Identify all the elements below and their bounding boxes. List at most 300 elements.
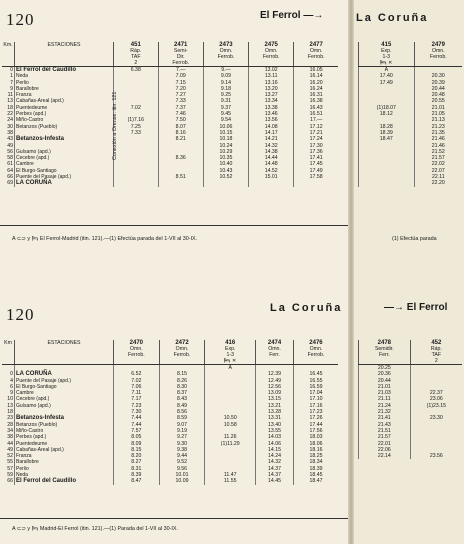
time-cell: 21.05 [414,111,462,117]
arrow-right-icon: —→ [384,302,404,313]
time-cell: 14.37 [256,466,294,472]
time-cell: 7.20 [158,86,203,92]
time-cell: 9.44 [159,453,205,459]
time-cell: 7.33 [158,98,203,104]
km-cell: 34 [7,427,13,434]
time-cell: 22.14 [359,453,411,459]
station-cell: Perbes (apd.) [15,434,114,440]
station-cell: El Burgo-Santiago [15,168,114,174]
station-cell: Puentedeume [15,105,114,111]
time-cell: 8.39 [114,472,160,478]
time-cell: 20.39 [414,80,462,86]
train-type: 🛏 ✕ [224,358,237,364]
time-cell: 21.43 [359,422,411,428]
time-cell: 8.36 [158,155,203,161]
time-cell [256,365,294,372]
time-cell: 14.15 [256,447,294,453]
time-cell: 16.43 [294,105,338,111]
time-cell: 18.47 [293,478,338,484]
time-cell: 23.30 [410,415,462,421]
time-cell: 20.25 [359,365,411,371]
time-cell [359,180,415,186]
km-cell: 43 [7,136,13,143]
time-cell: 17.58 [294,174,338,180]
km-cell: 18 [7,104,13,111]
train-type: 2 [134,60,138,66]
time-cell: 7.06 [114,384,160,390]
train-type: Ferrob. [307,54,325,60]
station-cell: El Ferrol del Caudillo [15,478,114,484]
time-cell: 7.17 [114,396,160,402]
time-cell: 7.44 [114,422,160,428]
stations-header: ESTACIONES [15,340,114,365]
station-cell: Miño-Castro [15,428,114,434]
time-cell: 13.38 [249,105,294,111]
station-cell: Puente del Pasaje (apd.) [15,174,114,180]
km-header: Km. [2,42,15,67]
time-cell: 14.37 [256,472,294,478]
time-cell: 8.26 [159,378,205,384]
train-number: 2475 [264,42,278,48]
time-cell: 17.45 [294,161,338,167]
destination-left-top: El Ferrol —→ [260,10,324,21]
time-cell: 7.27 [158,92,203,98]
time-cell: 17.21 [294,130,338,136]
train-type: Ferrob. [172,60,190,66]
station-cell: Guísamo (apd.) [15,403,114,409]
time-cell: 17.24 [294,136,338,142]
train-type: Ferrob. [173,352,191,358]
time-cell: 16.38 [294,98,338,104]
time-cell: 10.50 [205,415,256,421]
time-cell: 8.15 [114,447,160,453]
time-cell: 10.35 [203,155,248,161]
time-cell: (1)7.16 [114,117,159,123]
km-cell: 6 [10,383,13,390]
time-cell: 21.51 [359,428,411,434]
station-cell: Cambre [15,390,114,396]
time-cell: 21.13 [414,117,462,123]
time-cell: 9.— [203,67,248,74]
time-cell: 16.45 [293,371,338,377]
km-cell: 57 [7,465,13,472]
time-cell: 18.12 [359,111,415,117]
time-cell: 16.05 [294,67,338,74]
train-type: Ferr. [378,352,390,358]
train-type: Omn. [129,346,143,352]
time-cell: 21.32 [359,409,411,415]
time-cell: 8.47 [114,478,160,484]
km-cell: 61 [7,161,13,168]
page-gutter [348,0,354,544]
table-row [2,478,338,484]
time-cell [203,180,248,186]
time-cell: 16.14 [294,73,338,79]
time-cell: 7.33 [114,130,159,136]
table-row [359,67,463,74]
time-cell: 16.59 [293,384,338,390]
time-cell: 8.20 [114,453,160,459]
time-cell: 11.55 [205,478,256,484]
time-cell: 13.34 [249,98,294,104]
destination-right-bottom: —→ El Ferrol [384,302,448,313]
train-number: 416 [225,340,236,346]
km-cell: 13 [7,98,13,105]
time-cell: 17.49 [359,80,415,86]
km-cell: 22 [7,111,13,118]
train-header [294,42,338,67]
time-cell: 18.34 [293,459,338,465]
train-type: Omn. [219,48,233,54]
train-header [410,340,462,365]
time-cell: 13.55 [256,428,294,434]
header-row [2,42,338,67]
time-cell: 14.03 [256,434,294,440]
time-cell: 7.15 [158,80,203,86]
train-number: 452 [431,340,442,346]
km-cell: 56 [7,148,13,155]
time-cell: 7.46 [158,111,203,117]
station-cell: Betanzos (Pueblo) [15,124,114,130]
time-cell: 22.37 [410,390,462,396]
time-cell: 13.16 [249,80,294,86]
train-type: Ráp. [430,346,442,352]
time-cell: 13.56 [249,117,294,123]
station-cell: Puente del Pasaje (apd.) [15,378,114,384]
time-cell: 7.23 [114,403,160,409]
time-cell: 18.39 [293,466,338,472]
train-header [158,42,203,67]
time-cell: 13.31 [256,415,294,421]
km-cell: 44 [7,440,13,447]
train-type: 🛏 ✕ [380,60,393,66]
km-cell: 23 [7,415,13,422]
time-cell: 18.28 [359,124,415,130]
time-cell: 12.49 [256,378,294,384]
train-type: Ferrob. [127,352,145,358]
time-cell: 10.15 [203,130,248,136]
time-cell: 13.21 [256,403,294,409]
time-cell: 12.56 [256,384,294,390]
time-cell: 7.37 [158,105,203,111]
time-cell: 8.27 [114,459,160,465]
time-cell: 17.30 [294,143,338,149]
km-cell: 28 [7,421,13,428]
station-cell: Perlio [15,80,114,86]
train-number: 2471 [174,42,188,48]
time-cell: 8.30 [159,384,205,390]
station-cell: Neda [15,73,114,79]
time-cell: 10.18 [203,136,248,142]
train-type: Omn. [309,48,323,54]
divider-bottom [0,518,348,519]
time-cell: 16.24 [294,86,338,92]
time-cell: 18.16 [293,447,338,453]
time-cell: 20.44 [359,378,411,384]
time-cell: 22.11 [414,174,462,180]
timetable-top-right [358,42,462,187]
station-cell: Franza [15,92,114,98]
time-cell: 9.30 [159,441,205,447]
train-type: Omn. [431,48,445,54]
time-cell: 10.52 [203,174,248,180]
km-cell: 30 [7,123,13,130]
time-cell: 9.52 [159,459,205,465]
km-cell: 58 [7,155,13,162]
timetable-bottom-right [358,340,462,459]
station-cell: Barallobre [15,86,114,92]
train-header [205,340,256,365]
train-header [114,42,159,67]
time-cell: 21.52 [414,149,462,155]
time-cell: 9.25 [203,92,248,98]
timetable-bottom [2,340,338,485]
timetable-top [2,42,338,187]
time-cell: 21.01 [359,384,411,390]
train-header [359,340,411,365]
station-cell: Betanzos-Infesta [15,415,114,421]
time-cell: 16.55 [293,378,338,384]
station-cell: Puentedeume [15,441,114,447]
time-cell: 13.20 [249,86,294,92]
time-cell: 13.40 [256,422,294,428]
time-cell: 8.21 [158,136,203,142]
train-number: 2478 [377,340,391,346]
train-number: 2479 [431,42,445,48]
time-cell: 14.21 [249,136,294,142]
time-cell: 13.46 [249,111,294,117]
time-cell: 8.59 [159,415,205,421]
time-cell: 10.06 [203,124,248,130]
train-number: 2470 [129,340,144,346]
km-cell: 49 [7,446,13,453]
time-cell: 7.25 [114,124,159,130]
train-type: Dir. [176,54,185,60]
train-type: Omn. [268,346,281,352]
time-cell: 21.01 [414,105,462,111]
time-cell [293,365,338,372]
header-row [2,340,338,365]
time-cell: 18.06 [293,441,338,447]
time-cell: 9.18 [203,86,248,92]
time-cell: 9.56 [159,466,205,472]
time-cell: 21.03 [359,390,411,396]
station-cell: Cecebre (apd.) [15,155,114,161]
time-cell: 17.26 [293,415,338,421]
time-cell: 10.58 [205,422,256,428]
station-cell: Betanzos (Pueblo) [15,422,114,428]
time-cell: 17.04 [293,390,338,396]
train-type: Exp. [225,346,236,352]
time-cell: 17.36 [294,149,338,155]
train-number: 415 [381,42,392,48]
train-type: Ferrob. [307,352,325,358]
time-cell: 14.44 [249,155,294,161]
km-cell: 66 [7,478,13,485]
time-cell: 10.01 [159,472,205,478]
station-cell: LA CORUÑA [15,371,114,377]
km-cell: 10 [7,396,13,403]
time-cell: 10.24 [203,143,248,149]
time-cell: (1)23.15 [410,403,462,409]
time-cell: 20.44 [414,86,462,92]
km-cell: 0 [10,67,13,73]
time-cell: 7.44 [114,415,160,421]
km-cell: 55 [7,459,13,466]
time-cell [114,365,160,372]
time-cell: 8.49 [159,403,205,409]
time-cell: 8.15 [159,371,205,377]
time-cell: (1)11.29 [205,441,256,447]
time-cell: 7.09 [158,73,203,79]
time-cell: 20.36 [359,371,411,377]
time-cell: 13.27 [249,92,294,98]
time-cell: 10.43 [203,168,248,174]
km-cell: 4 [10,377,13,384]
time-cell: A [205,365,256,372]
time-cell: 8.16 [158,130,203,136]
time-cell: 7.02 [114,378,160,384]
station-cell: Barallobre [15,459,114,465]
destination-left-bottom: La Coruña [270,302,343,314]
km-cell: 7 [10,79,13,86]
train-header [256,340,294,365]
km-cell: 59 [7,472,13,479]
time-cell: 9.31 [203,98,248,104]
time-cell [158,180,203,186]
train-type: Semidir. [374,346,394,352]
time-cell: 11.47 [205,472,256,478]
time-cell: 11.26 [205,434,256,440]
train-type: Omn. [309,346,323,352]
train-type: Ferrob. [262,54,280,60]
time-cell: 20.48 [414,92,462,98]
time-cell: 21.41 [359,415,411,421]
time-cell: 18.45 [293,472,338,478]
time-cell: 18.39 [359,130,415,136]
train-number: 2473 [219,42,233,48]
station-cell: El Burgo-Santiago [15,384,114,390]
train-type: 2 [434,358,438,364]
time-cell: 8.31 [114,466,160,472]
time-cell: 23.06 [410,396,462,402]
time-cell: 17.40 [359,73,415,79]
time-cell: 21.24 [359,403,411,409]
time-cell: 18.03 [293,434,338,440]
train-type: Omn. [264,48,278,54]
table-row [2,180,338,186]
time-cell: 21.23 [414,124,462,130]
train-number: 2472 [175,340,189,346]
station-cell: Betanzos-Infesta [15,136,114,142]
time-cell: 22.20 [414,180,462,186]
time-cell: 9.37 [203,105,248,111]
time-cell [159,365,205,372]
header-row [359,42,463,67]
train-type: Exp. [381,48,392,54]
page-number-bottom: 120 [6,305,35,324]
train-type: Ferrob. [429,54,447,60]
time-cell [414,67,462,74]
time-cell: 23.56 [410,453,462,459]
time-cell: 8.07 [158,124,203,130]
page-number-top: 120 [6,10,35,29]
arrow-right-icon: —→ [303,10,324,21]
km-cell: 0 [10,371,13,378]
time-cell: 17.49 [294,168,338,174]
time-cell: 10.40 [203,161,248,167]
train-type: Semi- [173,48,188,54]
station-cell: Cecebre (apd.) [15,396,114,402]
time-cell: 13.09 [256,390,294,396]
header-row [359,340,463,365]
time-cell: 17.41 [294,155,338,161]
time-cell: 21.57 [359,434,411,440]
station-cell: Cabañas-Areal (apd.) [15,98,114,104]
time-cell [249,180,294,186]
time-cell: 8.43 [159,396,205,402]
time-cell: 14.24 [256,453,294,459]
time-cell: 9.27 [159,434,205,440]
train-header [203,42,248,67]
km-cell: 38 [7,434,13,441]
km-cell: 11 [7,92,13,99]
time-cell: 14.48 [249,161,294,167]
table-row [359,453,463,459]
time-cell: 13.11 [249,73,294,79]
train-header [293,340,338,365]
km-cell: 52 [7,453,13,460]
train-type: Ráp. [130,48,142,54]
time-cell: 17.23 [293,409,338,415]
time-cell: 14.17 [249,130,294,136]
station-cell: LA CORUÑA [15,180,114,186]
time-cell: 8.51 [158,174,203,180]
time-cell: 16.31 [294,92,338,98]
time-cell: (1)18.07 [359,105,415,111]
time-cell: 7.11 [114,390,160,396]
time-cell: 18.25 [293,453,338,459]
time-cell: 21.46 [414,143,462,149]
time-cell: 7.— [158,67,203,74]
footnote-top-right: (1) Efectúa parada [392,236,437,242]
time-cell: 6.38 [114,67,159,74]
time-cell: 9.45 [203,111,248,117]
time-cell: 9.14 [203,80,248,86]
train-type: TAF [431,352,442,358]
train-type: 1-3 [382,54,391,60]
time-cell: 13.02 [249,67,294,74]
train-number: 2477 [309,42,323,48]
time-cell: 22.01 [359,441,411,447]
km-cell: 66 [7,174,13,181]
train-header [249,42,294,67]
table-row [2,67,338,74]
time-cell: 21.11 [359,396,411,402]
time-cell: 22.02 [414,161,462,167]
km-cell: 1 [10,73,13,80]
km-cell: 24 [7,117,13,124]
time-cell: 14.32 [256,459,294,465]
train-header [114,340,160,365]
time-cell: 9.09 [203,73,248,79]
time-cell: 7.02 [114,105,159,111]
train-header [359,42,415,67]
divider-top [0,225,348,226]
time-cell: 8.37 [159,390,205,396]
station-cell: Perlio [15,466,114,472]
time-cell: 10.29 [203,149,248,155]
